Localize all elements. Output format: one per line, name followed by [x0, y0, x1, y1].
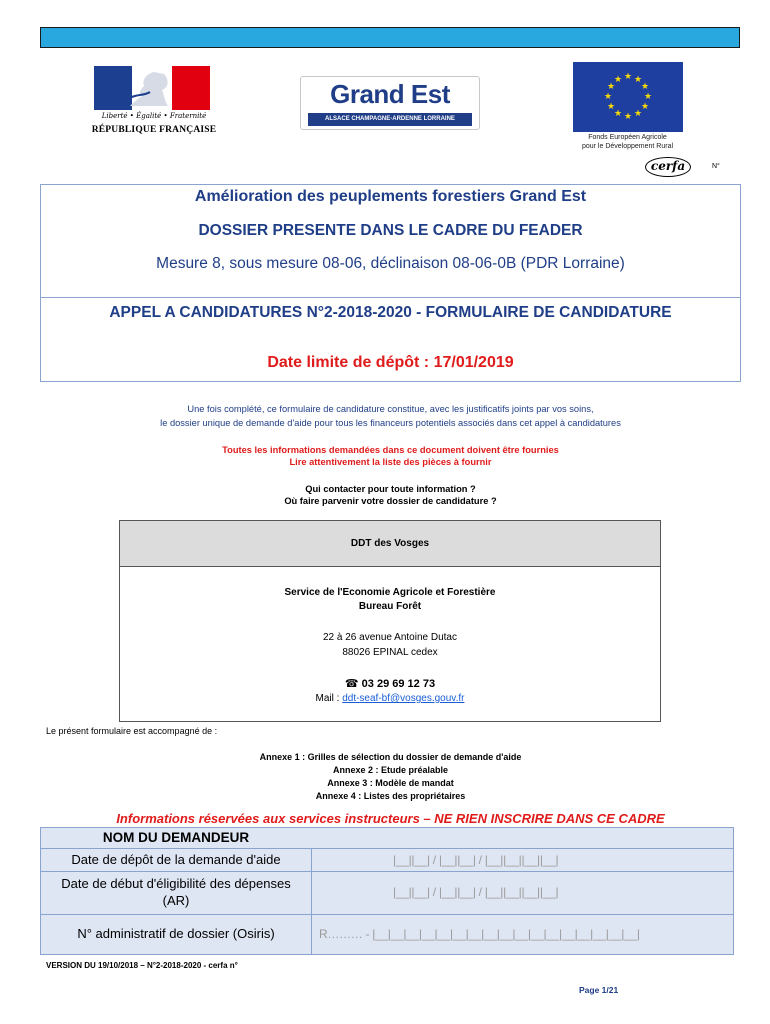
svg-text:★: ★ [613, 109, 623, 119]
svg-text:★: ★ [623, 72, 633, 82]
warning-line2: Lire attentivement la liste des pièces à fournir [289, 457, 492, 467]
svg-text:★: ★ [633, 109, 643, 119]
republique-francaise-logo [90, 64, 220, 154]
eu-flag-icon [573, 62, 683, 132]
measure-line: Mesure 8, sous mesure 08-06, déclinaison 08-06-0B (PDR Lorraine) [156, 255, 625, 272]
grand-est-logo [300, 76, 480, 130]
contact-header: DDT des Vosges [120, 521, 660, 567]
table-header: NOM DU DEMANDEUR [102, 830, 250, 845]
eu-caption-line2: pour le Développement Rural [581, 143, 674, 150]
grand-est-title: Grand Est [330, 79, 450, 109]
row-label-eligibility-date: Date de début d'éligibilité des dépenses (AR) [61, 876, 291, 908]
contact-question-line1: Qui contacter pour toute information ? [305, 484, 476, 494]
svg-text:★: ★ [643, 92, 653, 102]
table-divider [41, 871, 733, 872]
svg-text:★: ★ [640, 102, 650, 112]
contact-service: Service de l'Economie Agricole et Forestière [284, 587, 496, 598]
contact-question [40, 483, 741, 507]
table-divider [311, 848, 312, 954]
annex-label: Annexe 3 [327, 778, 368, 788]
svg-text:★: ★ [603, 92, 613, 102]
top-banner [40, 27, 740, 48]
contact-question-line2: Où faire parvenir votre dossier de candidature ? [284, 496, 497, 506]
reserved-table [40, 827, 734, 955]
svg-text:★: ★ [633, 75, 643, 85]
svg-text:★: ★ [606, 102, 616, 112]
table-divider [41, 914, 733, 915]
marianne-profile-icon [124, 70, 180, 108]
svg-text:★: ★ [640, 82, 650, 92]
annex-item [40, 778, 741, 788]
accompanied-text: Le présent formulaire est accompagné de : [46, 726, 218, 736]
contact-address-1: 22 à 26 avenue Antoine Dutac [323, 632, 457, 643]
rf-name: RÉPUBLIQUE FRANÇAISE [91, 125, 217, 135]
reserved-notice: Informations réservées aux services instructeurs – NE RIEN INSCRIRE DANS CE CADRE [116, 811, 665, 826]
annex-text: : Modèle de mandat [367, 778, 454, 788]
warning-line1: Toutes les informations demandées dans ce document doivent être fournies [222, 445, 559, 455]
svg-text:★: ★ [613, 75, 623, 85]
annex-text: : Listes des propriétaires [355, 791, 466, 801]
mail-link[interactable]: ddt-seaf-bf@vosges.gouv.fr [342, 693, 465, 704]
grand-est-subtitle: ALSACE CHAMPAGNE-ARDENNE LORRAINE [308, 113, 472, 126]
eu-caption-line1: Fonds Européen Agricole [588, 134, 667, 141]
annex-label: Annexe 1 [259, 752, 300, 762]
contact-address-2: 88026 EPINAL cedex [342, 647, 438, 658]
page-number: Page 1/21 [579, 985, 619, 995]
row-label-osiris: N° administratif de dossier (Osiris) [77, 926, 275, 941]
eu-stars-icon [573, 62, 683, 132]
annex-item [40, 752, 741, 762]
annex-text: : Grilles de sélection du dossier de demande d'aide [299, 752, 522, 762]
intro-text [40, 402, 741, 430]
contact-bureau: Bureau Forêt [358, 601, 422, 612]
version-footer: VERSION DU 19/10/2018 – N°2-2018-2020 - cerfa n° [46, 961, 238, 970]
annex-label: Annexe 2 [332, 765, 373, 775]
annex-label: Annexe 4 [315, 791, 356, 801]
warning-text [40, 444, 741, 468]
deadline: Date limite de dépôt : 17/01/2019 [267, 354, 514, 371]
annex-item [40, 765, 741, 775]
contact-mail [120, 693, 660, 704]
eligibility-date-field: |__||__| / |__||__| / |__||__||__||__| [393, 885, 559, 899]
annex-text: : Etude préalable [373, 765, 449, 775]
row-label-deposit-date: Date de dépôt de la demande d'aide [71, 852, 281, 867]
svg-text:★: ★ [606, 82, 616, 92]
contact-phone: ☎ 03 29 69 12 73 [344, 678, 436, 690]
annex-item [40, 791, 741, 801]
rf-motto: Liberté • Égalité • Fraternité [101, 112, 207, 120]
intro-line1: Une fois complété, ce formulaire de candidature constitue, avec les justificatifs joints par vos soins, [187, 404, 594, 414]
intro-line2: le dossier unique de demande d'aide pour tous les financeurs potentiels associés dans cet appel à candidatures [160, 418, 621, 428]
cerfa-number-label: N° [712, 163, 720, 170]
eu-caption [560, 133, 695, 151]
mail-label: Mail : [315, 693, 343, 704]
document-title: Amélioration des peuplements forestiers Grand Est [194, 188, 587, 205]
svg-text:★: ★ [623, 112, 633, 122]
cerfa-logo: cerfa [645, 157, 691, 177]
deposit-date-field: |__||__| / |__||__| / |__||__||__||__| [393, 853, 559, 867]
document-subtitle: DOSSIER PRESENTE DANS LE CADRE DU FEADER [198, 222, 583, 239]
call-title: APPEL A CANDIDATURES N°2-2018-2020 - FORMULAIRE DE CANDIDATURE [109, 304, 672, 321]
osiris-field: R……… - |__|__|__|__|__|__|__|__|__|__|__|__|__|__|__|__|__| [319, 927, 640, 941]
table-divider [41, 848, 733, 849]
